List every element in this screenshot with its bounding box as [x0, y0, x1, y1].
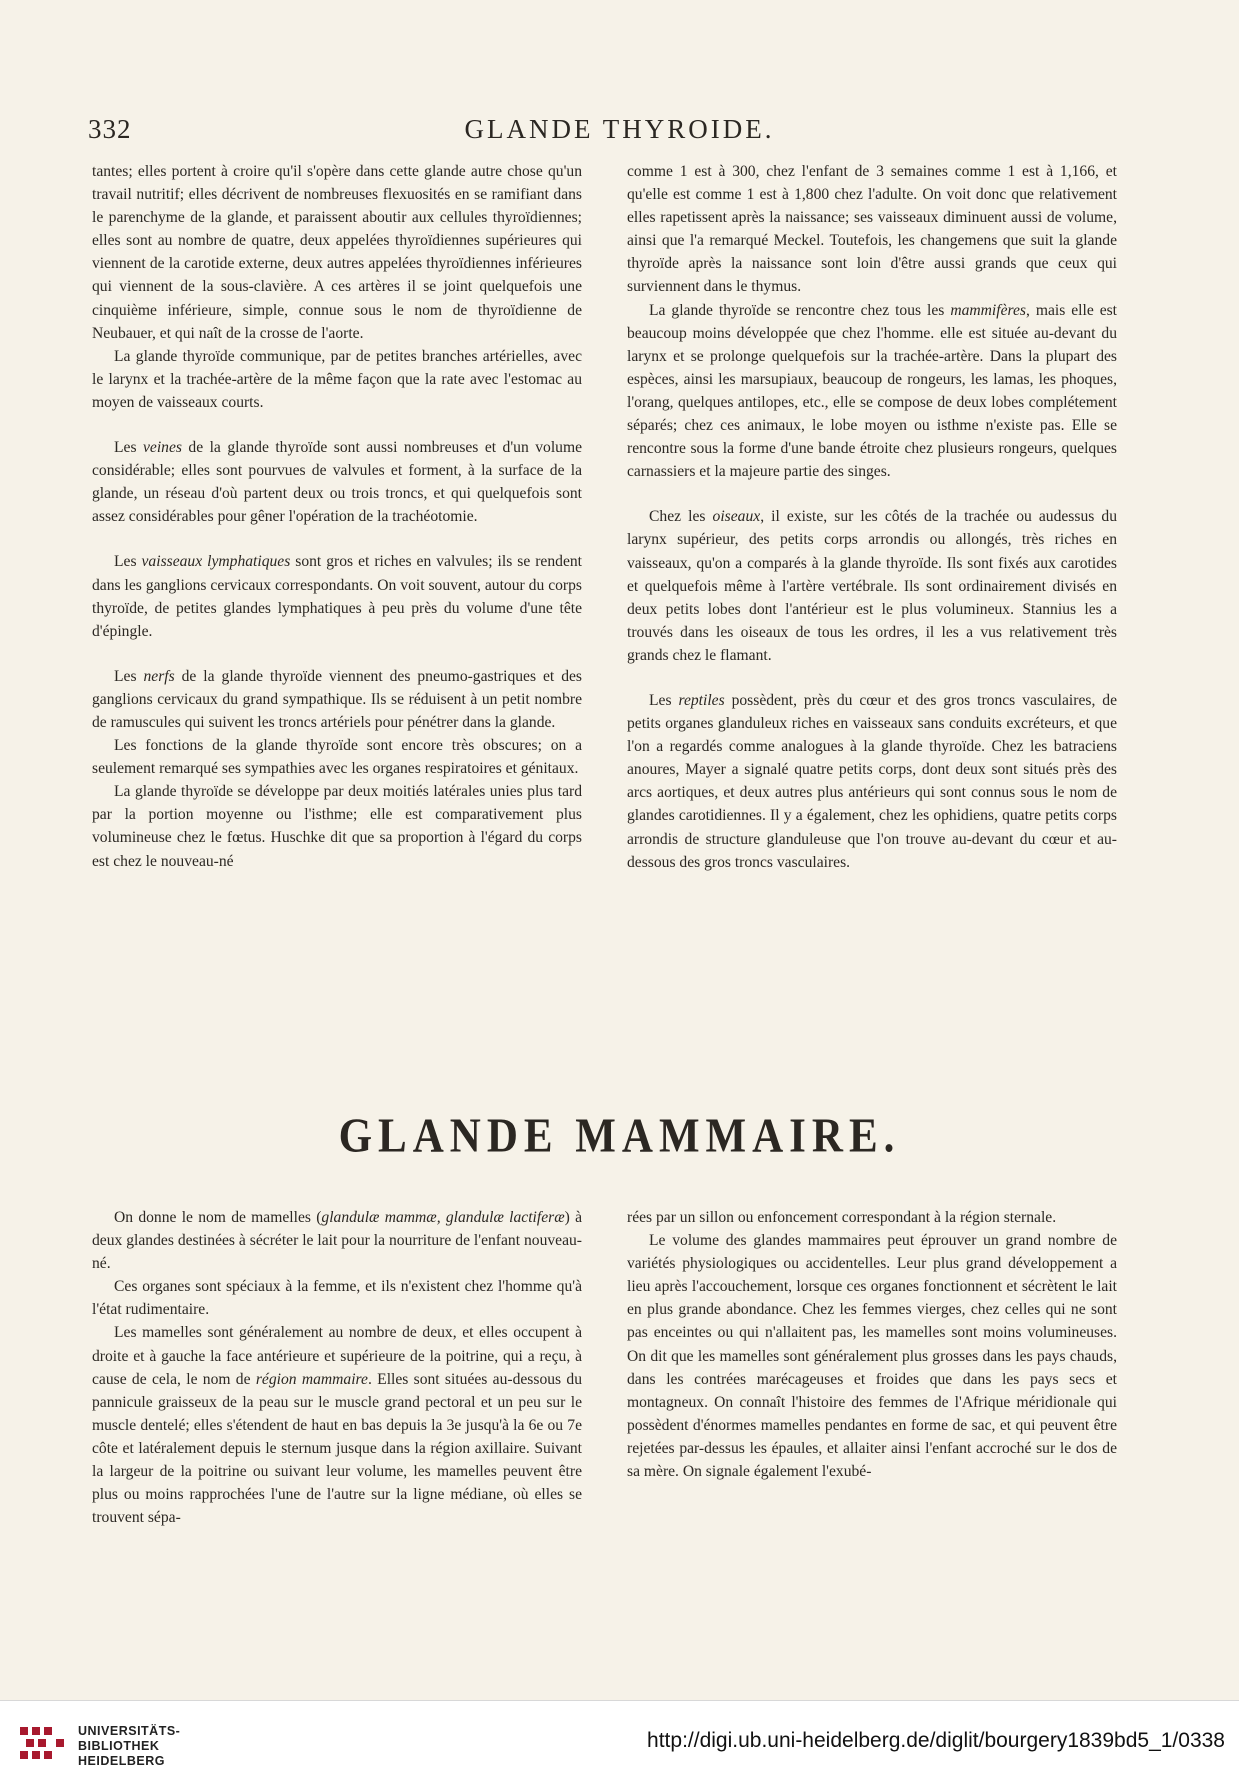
- paragraph: Les veines de la glande thyroïde sont aussi nombreuses et d'un volume considérable; elles sont pourvues de valvules et forment, à la surface de la glande, un réseau d'où partent deux ou trois troncs, et qui quelquefois sont assez considérables pour gêner l'opération de la trachéotomie.: [92, 439, 582, 526]
- viewer-footer: [0, 1700, 1239, 1791]
- text-column-left-top: [92, 160, 582, 873]
- page-number: 332: [88, 114, 132, 144]
- paragraph: Les fonctions de la glande thyroïde sont encore très obscures; on a seulement remarqué ses sympathies avec les organes respiratoires et génitaux.: [92, 737, 582, 778]
- running-title: GLANDE THYROIDE.: [464, 114, 775, 144]
- university-library-logo-icon[interactable]: [18, 1723, 70, 1771]
- library-name-line: UNIVERSITÄTS-: [78, 1724, 181, 1738]
- library-name[interactable]: [78, 1724, 180, 1769]
- paragraph: Les mamelles sont généralement au nombre de deux, et elles occupent à droite et à gauche la face antérieure et supérieure de la poitrine, qui a reçu, à cause de cela, le nom de région mammaire. Elles sont situées au-dessous du pannicule graisseux de la peau sur le muscle grand pectoral et un peu sur le muscle dentelé; elles s'étendent de haut en bas depuis la 3e jusqu'à la 6e ou 7e côte et latéralement depuis le sternum jusque dans la région axillaire. Suivant la largeur de la poitrine ou suivant leur volume, les mamelles peuvent être plus ou moins rapprochées l'une de l'autre sur la ligne médiane, où elles se trouvent sépa-: [92, 1324, 582, 1527]
- paragraph: tantes; elles portent à croire qu'il s'opère dans cette glande autre chose qu'un travail nutritif; elles décrivent de nombreuses flexuosités en se ramifiant dans le parenchyme de la glande, et paraissent aboutir aux cellules thyroïdiennes; elles sont au nombre de quatre, deux appelées thyroïdiennes supérieures qui viennent de la carotide externe, deux autres appelées thyroïdiennes inférieures qui viennent de la sous-clavière. A ces artères il se joint quelquefois une cinquième inférieure, simple, connue sous le nom de thyroïdienne de Neubauer, et qui naît de la crosse de l'aorte.: [92, 163, 582, 342]
- paragraph: Le volume des glandes mammaires peut éprouver un grand nombre de variétés physiologiques ou accidentelles. Leur plus grand développement a lieu après l'accouchement, lorsque ces organes fonctionnent et sécrètent le lait en plus grande abondance. Chez les femmes vierges, chez celles qui ne sont pas enceintes ou qui n'allaitent pas, les mamelles sont moins volumineuses. On dit que les mamelles sont généralement plus grosses dans les pays chauds, dans les contrées marécageuses et froides que dans les pays secs et montagneux. On connaît l'histoire des femmes de l'Afrique méridionale qui possèdent d'énormes mamelles pendantes en forme de sac, et qui peuvent être rejetées par-dessus les épaules, et allaiter ainsi l'enfant accroché sur le dos de sa mère. On signale également l'exubé-: [627, 1232, 1117, 1481]
- paragraph: Chez les oiseaux, il existe, sur les côtés de la trachée ou audessus du larynx supérieur, des petits corps arrondis ou allongés, très riches en vaisseaux, qu'on a comparés à la glande thyroïde. Ils sont fixés aux carotides et quelquefois même à l'artère vertébrale. Ils sont ordinairement divisés en deux petits lobes dont l'antérieur est le plus volumineux. Stannius les a trouvés dans les oiseaux de tous les ordres, il les a vus relativement très grands chez le flamant.: [627, 508, 1117, 664]
- paragraph: Les reptiles possèdent, près du cœur et des gros troncs vasculaires, de petits organes glanduleux riches en vaisseaux sans conduits excréteurs, et que l'on a regardés comme analogues à la glande thyroïde. Chez les batraciens anoures, Mayer a signalé quatre petits corps, dont deux sont situés près des arcs aortiques, et deux autres plus antérieurs qui sont connus sous le nom de glandes carotidiennes. Il y a également, chez les ophidiens, quatre petits corps arrondis de structure glanduleuse que l'on trouve au-devant du cœur et au-dessous des gros troncs vasculaires.: [627, 691, 1117, 871]
- paragraph: Les vaisseaux lymphatiques sont gros et riches en valvules; ils se rendent dans les ganglions cervicaux correspondants. On voit souvent, autour du corps thyroïde, de petites glandes lymphatiques à peu près du volume d'une tête d'épingle.: [92, 553, 582, 640]
- paragraph: Ces organes sont spéciaux à la femme, et ils n'existent chez l'homme qu'à l'état rudimentaire.: [92, 1278, 582, 1319]
- text-column-right-bottom: [627, 1206, 1117, 1483]
- paragraph: rées par un sillon ou enfoncement correspondant à la région sternale.: [627, 1209, 1057, 1226]
- paragraph: comme 1 est à 300, chez l'enfant de 3 semaines comme 1 est à 1,166, et qu'elle est comme 1 est à 1,800 chez l'adulte. On voit donc que relativement elles rapetissent après la naissance; ses vaisseaux diminuent aussi de volume, ainsi que l'a remarqué Meckel. Toutefois, les changemens que suit la glande thyroïde après la naissance sont loin d'être aussi grands que ceux qui surviennent dans le thymus.: [627, 163, 1117, 296]
- section-title: GLANDE MAMMAIRE.: [338, 1110, 901, 1163]
- paragraph: On donne le nom de mamelles (glandulæ mammæ, glandulæ lactiferæ) à deux glandes destinées à sécréter le lait pour la nourriture de l'enfant nouveau-né.: [92, 1209, 583, 1273]
- text-column-right-top: [627, 160, 1117, 874]
- paragraph: La glande thyroïde communique, par de petites branches artérielles, avec le larynx et la trachée-artère de la même façon que la rate avec l'estomac au moyen de vaisseaux courts.: [92, 347, 582, 411]
- paragraph: La glande thyroïde se développe par deux moitiés latérales unies plus tard par la portion moyenne ou l'isthme; elle est comparativement plus volumineuse chez le fœtus. Huschke dit que sa proportion à l'égard du corps est chez le nouveau-né: [92, 783, 582, 870]
- library-name-line: BIBLIOTHEK: [78, 1739, 160, 1753]
- library-name-line: HEIDELBERG: [78, 1754, 165, 1768]
- paragraph: Les nerfs de la glande thyroïde viennent des pneumo-gastriques et des ganglions cervicaux du grand sympathique. Ils se réduisent à un petit nombre de ramuscules qui suivent les troncs artériels pour pénétrer dans la glande.: [92, 667, 582, 731]
- paragraph: La glande thyroïde se rencontre chez tous les mammifères, mais elle est beaucoup moins développée que chez l'homme. elle est située au-devant du larynx et se prolonge quelquefois sur la trachée-artère. Dans la plupart des espèces, ainsi les marsupiaux, beaucoup de rongeurs, les lamas, les phoques, l'orang, quelques antilopes, etc., elle se compose de deux lobes complétement séparés; chez ces animaux, le lobe moyen ou isthme n'existe pas. Elle se rencontre sous la forme d'une bande étroite chez plusieurs rongeurs, quelques carnassiers et la majeure partie des singes.: [627, 301, 1118, 481]
- page-url-link[interactable]: http://digi.ub.uni-heidelberg.de/diglit/bourgery1839bd5_1/0338: [647, 1729, 1225, 1752]
- text-column-left-bottom: [92, 1206, 582, 1529]
